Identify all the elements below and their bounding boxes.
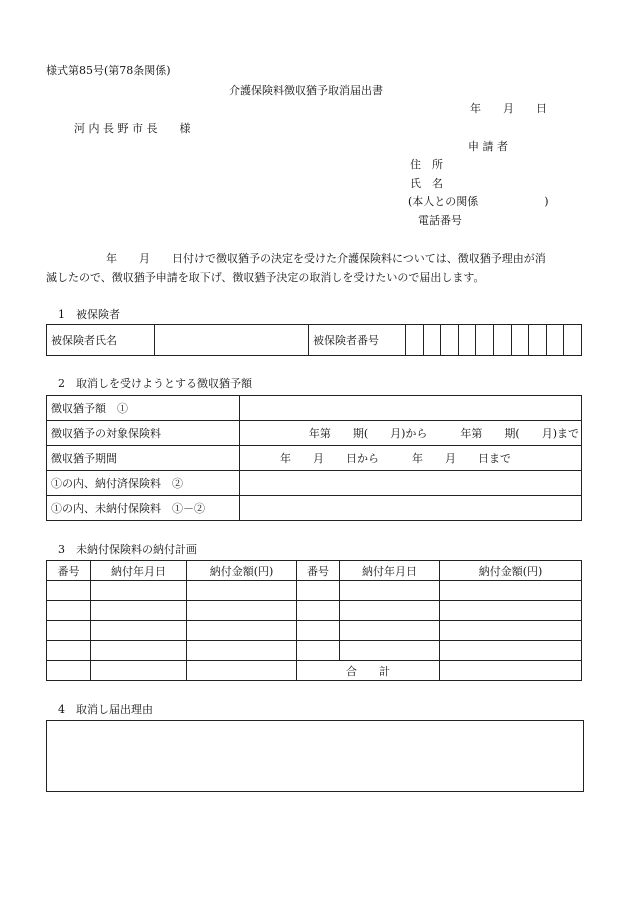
section-4-heading: 4 取消し届出理由 bbox=[58, 703, 153, 716]
date-cell[interactable] bbox=[91, 601, 187, 621]
paid-premium-field[interactable] bbox=[240, 471, 582, 496]
form-number: 様式第85号(第78条関係) bbox=[46, 64, 171, 77]
paid-premium-label: ①の内、納付済保険料 ② bbox=[47, 471, 240, 496]
col-amount-header: 納付金額(円) bbox=[187, 561, 297, 581]
phone-label: 電話番号 bbox=[418, 214, 462, 227]
deferral-period-label: 徴収猶予期間 bbox=[47, 446, 240, 471]
name-label: 氏 名 bbox=[410, 177, 443, 190]
date-cell[interactable] bbox=[91, 641, 187, 661]
date-cell[interactable] bbox=[91, 621, 187, 641]
amount-cell[interactable] bbox=[187, 581, 297, 601]
date-cell[interactable] bbox=[340, 641, 440, 661]
address-label: 住 所 bbox=[410, 158, 443, 171]
insured-number-digit[interactable] bbox=[529, 325, 547, 356]
date-cell[interactable] bbox=[91, 661, 187, 681]
table-row bbox=[47, 641, 582, 661]
reason-field[interactable] bbox=[46, 720, 584, 792]
relation-label: (本人との関係 ) bbox=[408, 195, 549, 208]
amount-cell[interactable] bbox=[187, 641, 297, 661]
section-1-heading: 1 被保険者 bbox=[58, 308, 120, 321]
amount-cell[interactable] bbox=[440, 581, 582, 601]
body-line-2: 滅したので、徴収猶予申請を取下げ、徴収猶予決定の取消しを受けたいので届出します。 bbox=[46, 271, 485, 284]
insured-number-label: 被保険者番号 bbox=[309, 325, 406, 356]
total-amount-cell[interactable] bbox=[440, 661, 582, 681]
date-cell[interactable] bbox=[340, 581, 440, 601]
amount-cell[interactable] bbox=[440, 621, 582, 641]
number-cell[interactable] bbox=[47, 641, 91, 661]
number-cell[interactable] bbox=[297, 601, 340, 621]
deferral-table bbox=[46, 395, 582, 521]
section-3-heading: 3 未納付保険料の納付計画 bbox=[58, 543, 197, 556]
table-row bbox=[47, 601, 582, 621]
amount-cell[interactable] bbox=[440, 601, 582, 621]
col-date-header: 納付年月日 bbox=[91, 561, 187, 581]
amount-cell[interactable] bbox=[187, 661, 297, 681]
col-number-header: 番号 bbox=[297, 561, 340, 581]
date-line: 年 月 日 bbox=[470, 102, 547, 115]
body-line-1: 年 月 日付けで徴収猶予の決定を受けた介護保険料については、徴収猶予理由が消 bbox=[106, 252, 546, 265]
insured-number-digit[interactable] bbox=[458, 325, 476, 356]
unpaid-premium-field[interactable] bbox=[240, 496, 582, 521]
insured-number-digit[interactable] bbox=[493, 325, 511, 356]
table-row bbox=[47, 621, 582, 641]
date-cell[interactable] bbox=[340, 621, 440, 641]
deferral-period-field[interactable]: 年 月 日から 年 月 日まで bbox=[240, 446, 582, 471]
number-cell[interactable] bbox=[47, 621, 91, 641]
amount-cell[interactable] bbox=[187, 621, 297, 641]
section-2-heading: 2 取消しを受けようとする徴収猶予額 bbox=[58, 377, 252, 390]
addressee: 河 内 長 野 市 長 様 bbox=[74, 122, 191, 135]
number-cell[interactable] bbox=[47, 601, 91, 621]
col-amount-header: 納付金額(円) bbox=[440, 561, 582, 581]
insured-table bbox=[46, 324, 582, 356]
insured-number-digit[interactable] bbox=[441, 325, 459, 356]
date-cell[interactable] bbox=[91, 581, 187, 601]
col-date-header: 納付年月日 bbox=[340, 561, 440, 581]
deferral-amount-field[interactable] bbox=[240, 396, 582, 421]
total-row bbox=[47, 661, 582, 681]
date-cell[interactable] bbox=[340, 601, 440, 621]
insured-number-digit[interactable] bbox=[423, 325, 441, 356]
insured-number-digit[interactable] bbox=[511, 325, 529, 356]
number-cell[interactable] bbox=[297, 581, 340, 601]
insured-number-digit[interactable] bbox=[546, 325, 564, 356]
table-row bbox=[47, 581, 582, 601]
insured-number-digit[interactable] bbox=[476, 325, 494, 356]
number-cell[interactable] bbox=[47, 581, 91, 601]
insured-name-field[interactable] bbox=[155, 325, 309, 356]
total-label: 合 計 bbox=[297, 661, 440, 681]
payment-plan-table bbox=[46, 560, 582, 681]
insured-number-digit[interactable] bbox=[406, 325, 424, 356]
col-number-header: 番号 bbox=[47, 561, 91, 581]
number-cell[interactable] bbox=[47, 661, 91, 681]
target-premium-label: 徴収猶予の対象保険料 bbox=[47, 421, 240, 446]
unpaid-premium-label: ①の内、未納付保険料 ①－② bbox=[47, 496, 240, 521]
insured-number-digit[interactable] bbox=[564, 325, 582, 356]
document-title: 介護保険料徴収猶予取消届出書 bbox=[229, 84, 383, 97]
deferral-amount-label: 徴収猶予額 ① bbox=[47, 396, 240, 421]
amount-cell[interactable] bbox=[187, 601, 297, 621]
number-cell[interactable] bbox=[297, 641, 340, 661]
applicant-label: 申 請 者 bbox=[468, 140, 508, 153]
amount-cell[interactable] bbox=[440, 641, 582, 661]
insured-name-label: 被保険者氏名 bbox=[47, 325, 155, 356]
target-premium-field[interactable]: 年第 期( 月)から 年第 期( 月)まで bbox=[240, 421, 582, 446]
number-cell[interactable] bbox=[297, 621, 340, 641]
